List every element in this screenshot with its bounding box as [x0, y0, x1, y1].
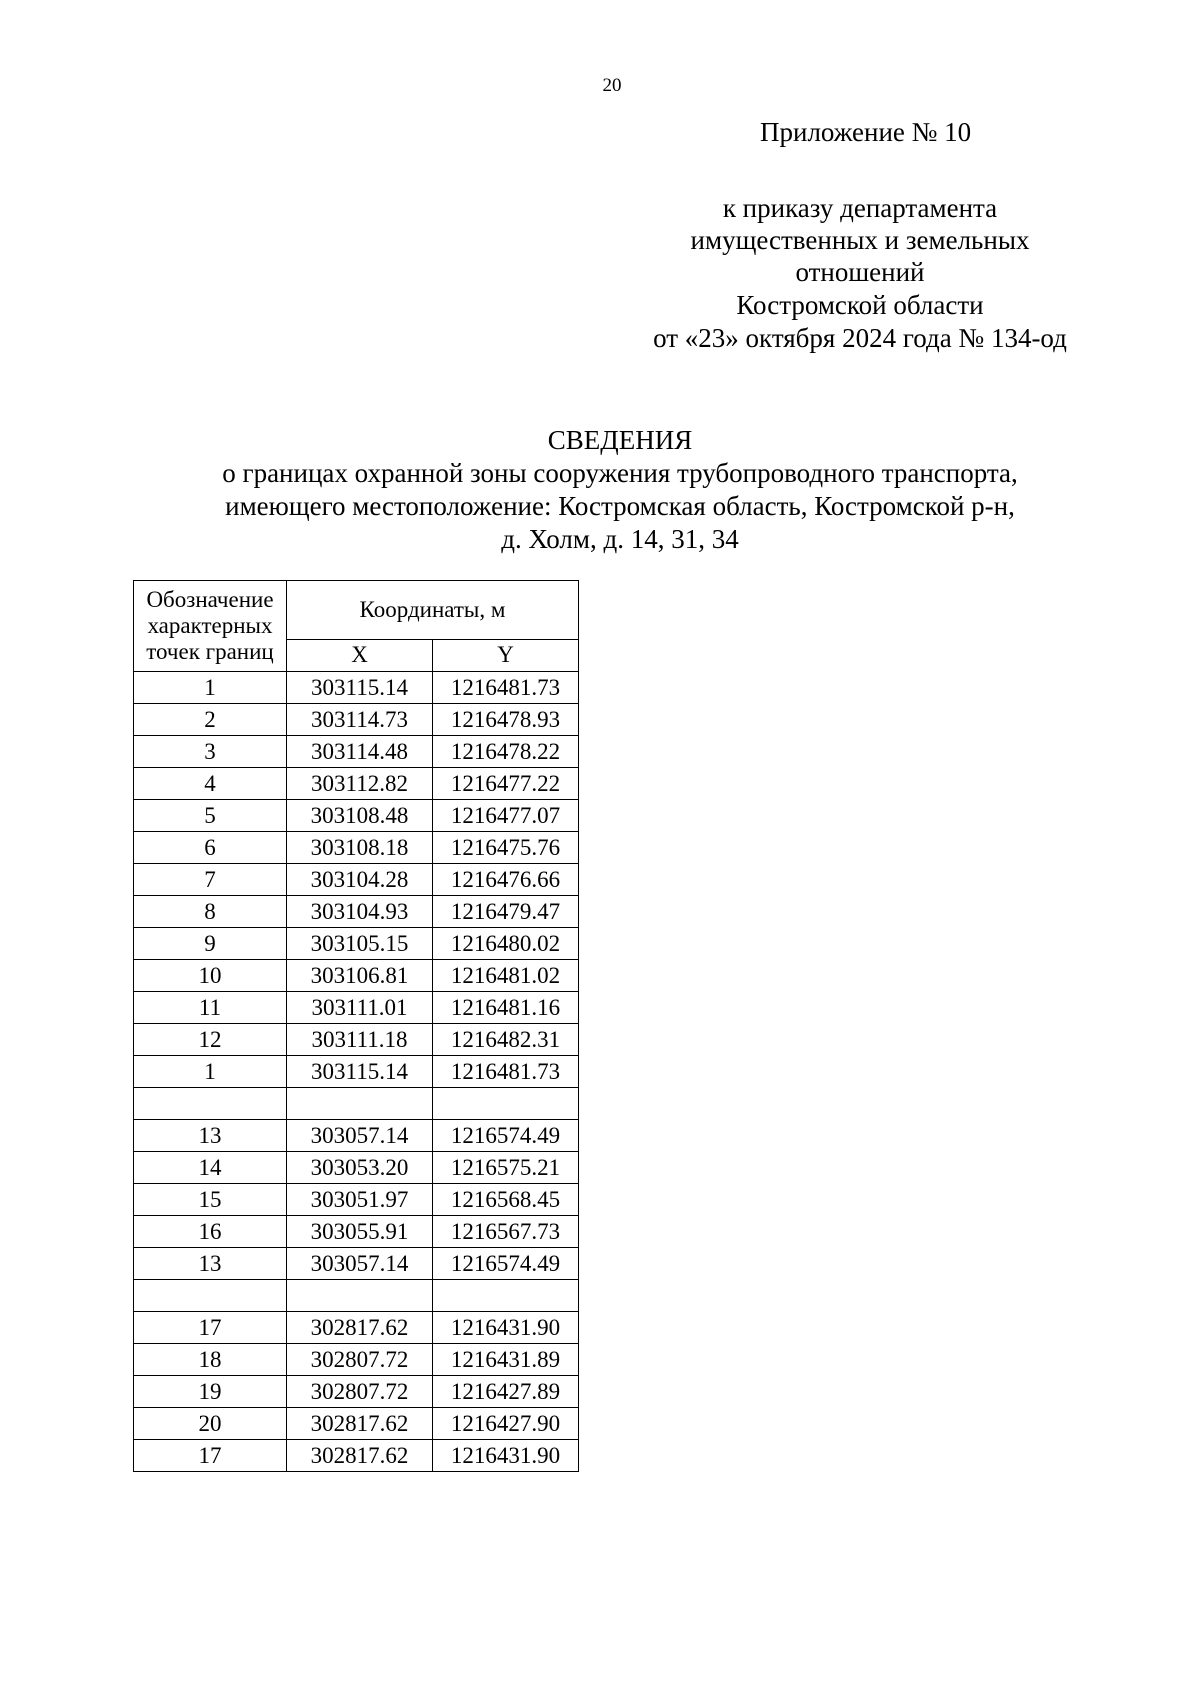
x-cell: 303057.14 — [287, 1120, 433, 1152]
y-cell: 1216427.90 — [433, 1408, 579, 1440]
table-row — [134, 1376, 579, 1408]
y-cell: 1216480.02 — [433, 928, 579, 960]
y-cell: 1216476.66 — [433, 864, 579, 896]
column-header-coordinates: Координаты, м — [287, 581, 579, 640]
y-cell: 1216427.89 — [433, 1376, 579, 1408]
y-cell: 1216478.93 — [433, 704, 579, 736]
x-cell: 303051.97 — [287, 1184, 433, 1216]
y-cell: 1216481.16 — [433, 992, 579, 1024]
column-header-y: Y — [433, 639, 579, 671]
table-row — [134, 1440, 579, 1472]
point-cell: 5 — [134, 800, 287, 832]
x-cell: 303104.28 — [287, 864, 433, 896]
point-cell: 8 — [134, 896, 287, 928]
y-cell: 1216574.49 — [433, 1120, 579, 1152]
document-subtitle: о границах охранной зоны сооружения трубопроводного транспорта, — [222, 458, 1018, 488]
y-cell: 1216477.07 — [433, 800, 579, 832]
page-number: 20 — [602, 75, 622, 96]
point-cell: 17 — [134, 1312, 287, 1344]
table-row — [134, 800, 579, 832]
document-subtitle: д. Холм, д. 14, 31, 34 — [501, 524, 739, 554]
appendix-title: Приложение № 10 — [760, 117, 972, 147]
x-cell: 303106.81 — [287, 960, 433, 992]
point-cell — [134, 1088, 287, 1120]
y-cell: 1216431.90 — [433, 1440, 579, 1472]
y-cell — [433, 1280, 579, 1312]
column-header-x: X — [287, 639, 433, 671]
table-row — [134, 992, 579, 1024]
point-cell: 12 — [134, 1024, 287, 1056]
x-cell: 303057.14 — [287, 1248, 433, 1280]
table-row — [134, 1312, 579, 1344]
table-row — [134, 1408, 579, 1440]
column-header-points: Обозначение характерных точек границ — [134, 581, 287, 672]
coordinates-table — [133, 580, 579, 1472]
point-cell: 7 — [134, 864, 287, 896]
appendix-line: Костромской области — [736, 290, 984, 320]
point-cell — [134, 1280, 287, 1312]
x-cell: 302817.62 — [287, 1440, 433, 1472]
x-cell: 303115.14 — [287, 672, 433, 704]
table-row — [134, 1344, 579, 1376]
appendix-line: к приказу департамента — [722, 193, 998, 223]
point-cell: 1 — [134, 1056, 287, 1088]
y-cell: 1216482.31 — [433, 1024, 579, 1056]
y-cell: 1216568.45 — [433, 1184, 579, 1216]
y-cell: 1216479.47 — [433, 896, 579, 928]
table-row — [134, 1280, 579, 1312]
point-cell: 18 — [134, 1344, 287, 1376]
y-cell — [433, 1088, 579, 1120]
point-cell: 14 — [134, 1152, 287, 1184]
point-cell: 15 — [134, 1184, 287, 1216]
table-row — [134, 928, 579, 960]
table-row — [134, 1120, 579, 1152]
x-cell: 303111.18 — [287, 1024, 433, 1056]
coordinates-table-body — [134, 672, 579, 1472]
table-row — [134, 1152, 579, 1184]
y-cell: 1216477.22 — [433, 768, 579, 800]
x-cell: 303114.48 — [287, 736, 433, 768]
x-cell: 303105.15 — [287, 928, 433, 960]
appendix-order-date: от «23» октября 2024 года № 134-од — [653, 323, 1067, 353]
point-cell: 10 — [134, 960, 287, 992]
table-row — [134, 864, 579, 896]
point-cell: 20 — [134, 1408, 287, 1440]
y-cell: 1216481.73 — [433, 1056, 579, 1088]
point-cell: 6 — [134, 832, 287, 864]
point-cell: 13 — [134, 1120, 287, 1152]
table-row — [134, 1184, 579, 1216]
table-row — [134, 1056, 579, 1088]
point-cell: 2 — [134, 704, 287, 736]
x-cell: 303108.18 — [287, 832, 433, 864]
y-cell: 1216478.22 — [433, 736, 579, 768]
y-cell: 1216481.02 — [433, 960, 579, 992]
point-cell: 16 — [134, 1216, 287, 1248]
y-cell: 1216481.73 — [433, 672, 579, 704]
x-cell: 303053.20 — [287, 1152, 433, 1184]
point-cell: 17 — [134, 1440, 287, 1472]
document-subtitle: имеющего местоположение: Костромская область, Костромской р-н, — [225, 491, 1015, 521]
appendix-line: имущественных и земельных — [690, 225, 1030, 255]
table-row — [134, 1024, 579, 1056]
x-cell: 303111.01 — [287, 992, 433, 1024]
y-cell: 1216575.21 — [433, 1152, 579, 1184]
point-cell: 9 — [134, 928, 287, 960]
x-cell — [287, 1088, 433, 1120]
point-cell: 3 — [134, 736, 287, 768]
table-row — [134, 832, 579, 864]
y-cell: 1216567.73 — [433, 1216, 579, 1248]
x-cell: 303055.91 — [287, 1216, 433, 1248]
table-row — [134, 896, 579, 928]
table-row — [134, 1248, 579, 1280]
point-cell: 4 — [134, 768, 287, 800]
appendix-line: отношений — [795, 257, 925, 287]
x-cell: 303108.48 — [287, 800, 433, 832]
table-row — [134, 1216, 579, 1248]
table-row — [134, 1088, 579, 1120]
document-title: СВЕДЕНИЯ — [547, 425, 693, 455]
x-cell: 303115.14 — [287, 1056, 433, 1088]
x-cell: 302817.62 — [287, 1408, 433, 1440]
x-cell — [287, 1280, 433, 1312]
table-row — [134, 960, 579, 992]
x-cell: 303114.73 — [287, 704, 433, 736]
y-cell: 1216475.76 — [433, 832, 579, 864]
x-cell: 303104.93 — [287, 896, 433, 928]
x-cell: 302807.72 — [287, 1344, 433, 1376]
point-cell: 1 — [134, 672, 287, 704]
table-row — [134, 672, 579, 704]
table-row — [134, 704, 579, 736]
table-row — [134, 768, 579, 800]
y-cell: 1216574.49 — [433, 1248, 579, 1280]
x-cell: 303112.82 — [287, 768, 433, 800]
x-cell: 302807.72 — [287, 1376, 433, 1408]
point-cell: 19 — [134, 1376, 287, 1408]
point-cell: 11 — [134, 992, 287, 1024]
point-cell: 13 — [134, 1248, 287, 1280]
y-cell: 1216431.90 — [433, 1312, 579, 1344]
x-cell: 302817.62 — [287, 1312, 433, 1344]
y-cell: 1216431.89 — [433, 1344, 579, 1376]
table-row — [134, 736, 579, 768]
